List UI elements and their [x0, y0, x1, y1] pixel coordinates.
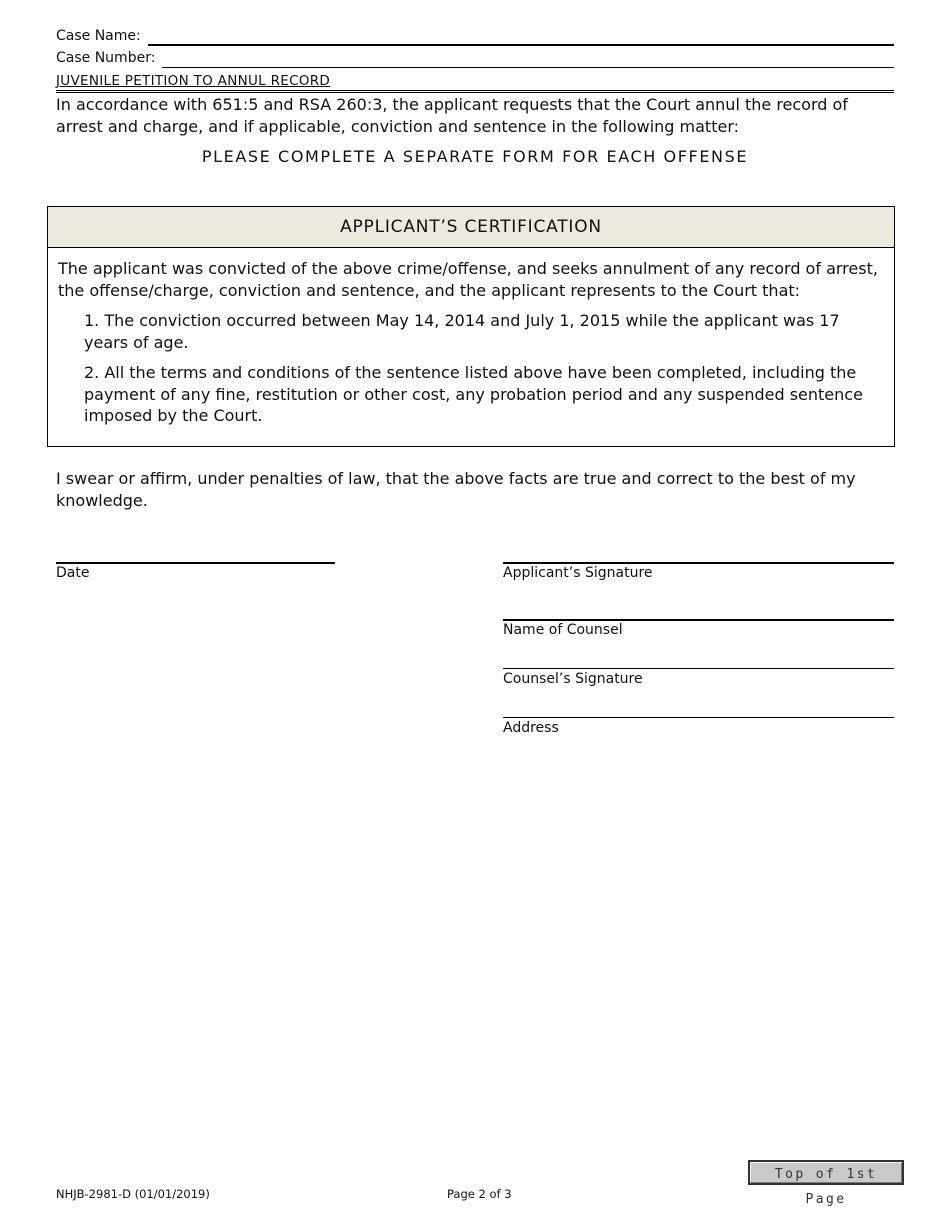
- title-divider: [56, 92, 894, 93]
- date-label: Date: [56, 565, 90, 581]
- page-number: Page 2 of 3: [447, 1187, 512, 1201]
- address-field[interactable]: [503, 717, 894, 718]
- case-name-field[interactable]: [148, 44, 894, 46]
- counsel-name-label: Name of Counsel: [503, 622, 623, 638]
- date-field[interactable]: [56, 562, 335, 564]
- certification-body: [48, 248, 894, 427]
- case-number-field[interactable]: [162, 67, 894, 68]
- certification-intro: The applicant was convicted of the above crime/offense, and seeks annulment of any record of arrest, the offense/charge, conviction and sentence, and the applicant represents to the Court that:: [58, 259, 878, 300]
- address-label: Address: [503, 720, 559, 736]
- case-name-row: [56, 26, 894, 46]
- affirmation-statement: I swear or affirm, under penalties of law, that the above facts are true and correct to the best of my knowledge.: [56, 469, 856, 510]
- form-id: NHJB-2981-D (01/01/2019): [56, 1187, 210, 1201]
- applicant-signature-label: Applicant’s Signature: [503, 565, 653, 581]
- applicant-certification-section: [47, 206, 895, 447]
- certification-heading: APPLICANT’S CERTIFICATION: [48, 207, 894, 248]
- top-of-first-page-button[interactable]: Top of 1st Page: [748, 1160, 904, 1185]
- separate-form-instruction: PLEASE COMPLETE A SEPARATE FORM FOR EACH OFFENSE: [201, 147, 749, 166]
- intro-paragraph: In accordance with 651:5 and RSA 260:3, the applicant requests that the Court annul the record of arrest and charge, and if applicable, conviction and sentence in the following matter:: [56, 95, 848, 136]
- form-title: JUVENILE PETITION TO ANNUL RECORD: [56, 72, 894, 91]
- case-name-label: Case Name:: [56, 28, 141, 44]
- counsel-signature-field[interactable]: [503, 668, 894, 669]
- certification-item: 2. All the terms and conditions of the sentence listed above have been completed, including the payment of any fine, restitution or other cost, any probation period and any suspended sentence imposed by the Court.: [84, 363, 863, 425]
- counsel-signature-label: Counsel’s Signature: [503, 671, 643, 687]
- certification-item: 1. The conviction occurred between May 14, 2014 and July 1, 2015 while the applicant was 17 years of age.: [84, 311, 840, 352]
- case-number-label: Case Number:: [56, 50, 156, 66]
- case-number-row: [56, 48, 894, 68]
